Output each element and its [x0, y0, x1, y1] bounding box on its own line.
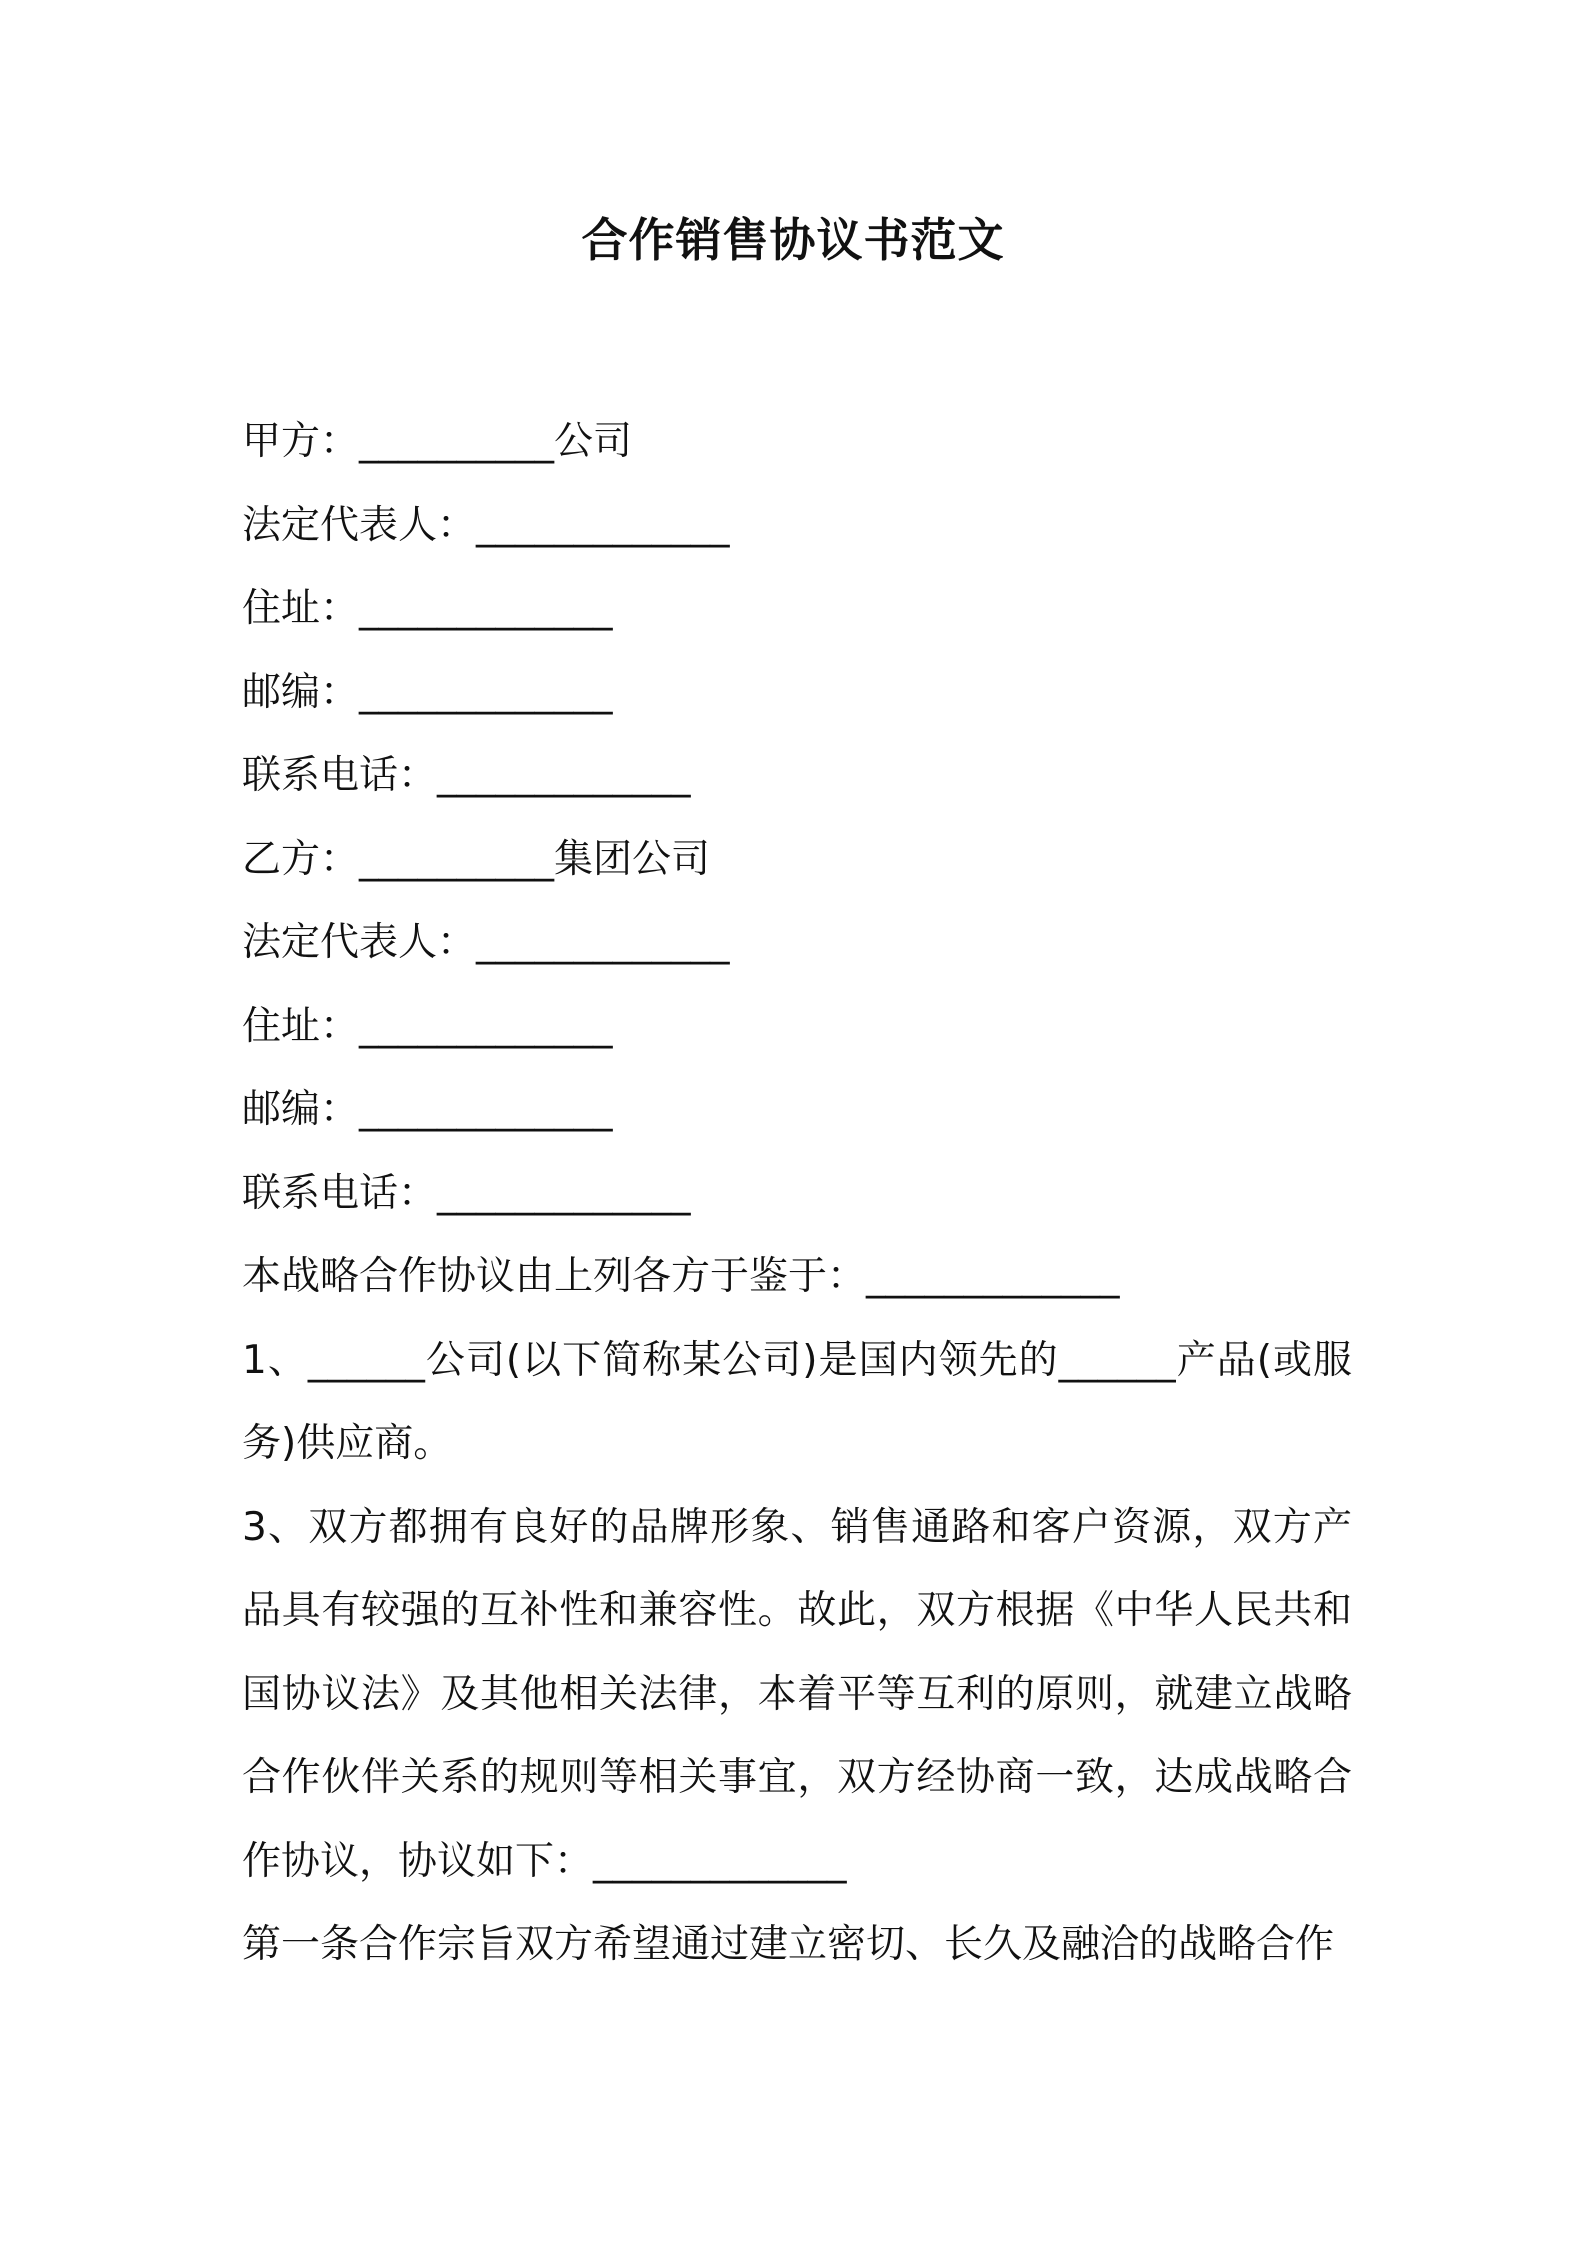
document-body [242, 400, 1352, 1987]
clause-3-paragraph: 3、双方都拥有良好的品牌形象、销售通路和客户资源，双方产品具有较强的互补性和兼容性。故此，双方根据《中华人民共和国协议法》及其他相关法律，本着平等互利的原则，就建立战略合作伙伴关系的规则等相关事宜，双方经协商一致，达成战略合作协议，协议如下：_____________ [242, 1504, 1352, 1884]
party-b-phone: 联系电话：_____________ [242, 1170, 691, 1216]
party-a-legal-representative: 法定代表人：_____________ [242, 502, 730, 548]
party-a-phone: 联系电话：_____________ [242, 753, 691, 798]
party-b-name: 乙方：__________集团公司 [242, 836, 711, 882]
party-a-address: 住址：_____________ [242, 586, 613, 631]
party-b-postcode: 邮编：_____________ [242, 1087, 613, 1132]
clause-1-paragraph: 1、______公司(以下简称某公司)是国内领先的______产品(或服务)供应商。 [242, 1337, 1352, 1466]
party-b-legal-representative: 法定代表人：_____________ [242, 920, 730, 965]
document-title: 合作销售协议书范文 [581, 213, 1005, 267]
article-1-paragraph: 第一条合作宗旨双方希望通过建立密切、长久及融洽的战略合作 [242, 1922, 1335, 1967]
party-a-postcode: 邮编：_____________ [242, 669, 613, 715]
party-b-address: 住址：_____________ [242, 1003, 613, 1049]
preamble-paragraph: 本战略合作协议由上列各方于鉴于：_____________ [242, 1254, 1120, 1299]
party-a-name: 甲方：__________公司 [242, 419, 633, 464]
